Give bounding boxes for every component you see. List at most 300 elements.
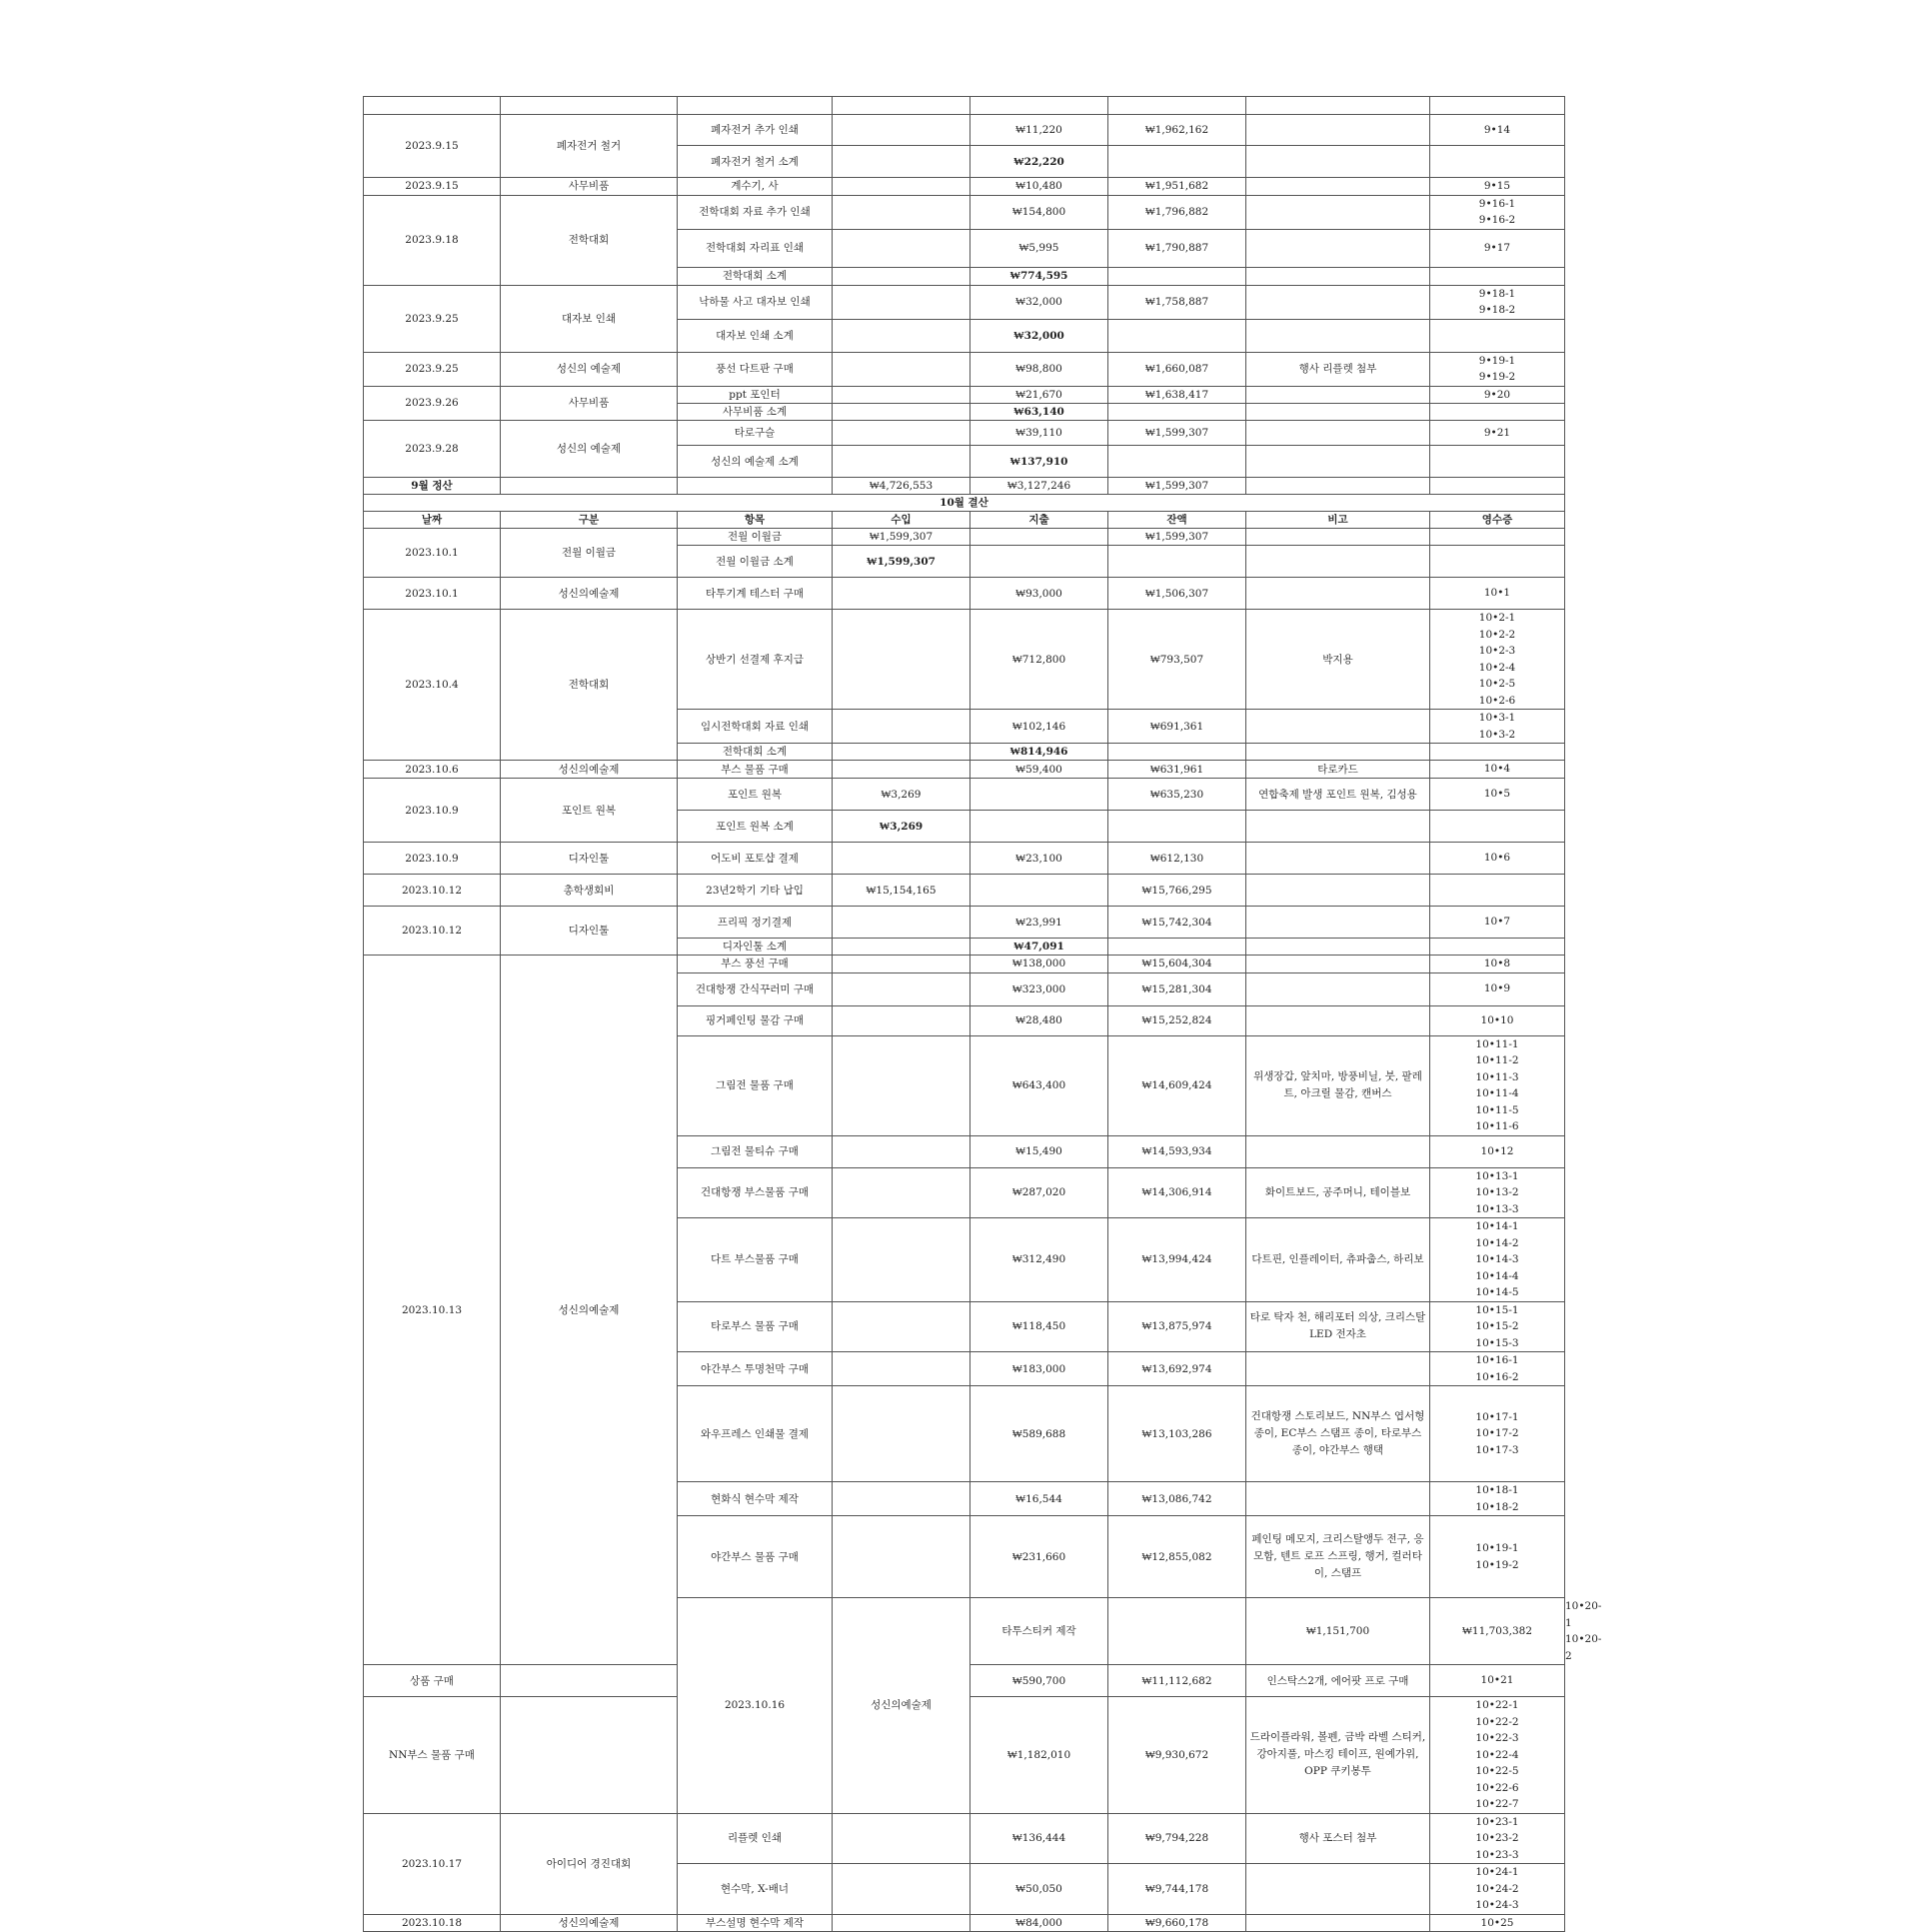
income-cell: ₩3,269	[833, 779, 970, 811]
receipt-cell	[1430, 267, 1565, 285]
expense-cell: ₩32,000	[970, 319, 1108, 352]
receipt-cell: 10•25	[1430, 1914, 1565, 1932]
section-title-row	[364, 495, 1565, 512]
note-cell: 행사 포스터 첨부	[1246, 1813, 1430, 1864]
date-cell: 2023.10.17	[364, 1813, 501, 1914]
expense-cell: ₩32,000	[970, 285, 1108, 319]
receipt-cell: 10•24-1 10•24-2 10•24-3	[1430, 1864, 1565, 1915]
category-cell: 성신의 예술제	[501, 421, 678, 478]
category-cell: 사무비품	[501, 178, 678, 196]
balance-cell	[1108, 446, 1246, 478]
table-row	[364, 578, 1565, 610]
date-cell: 2023.9.15	[364, 115, 501, 178]
receipt-cell: 10•21	[1430, 1665, 1565, 1697]
note-cell	[1246, 843, 1430, 875]
note-cell	[1246, 1482, 1430, 1516]
note-cell	[1246, 267, 1430, 285]
item-cell: 23년2학기 기타 납입	[678, 875, 833, 907]
note-cell	[1246, 529, 1430, 546]
balance-cell: ₩15,281,304	[1108, 972, 1246, 1005]
item-cell: 디자인툴 소계	[678, 939, 833, 956]
item-cell: 리플렛 인쇄	[678, 1813, 833, 1864]
income-cell	[833, 446, 970, 478]
expense-cell: ₩10,480	[970, 178, 1108, 196]
receipt-cell: 10•13-1 10•13-2 10•13-3	[1430, 1167, 1565, 1218]
receipt-cell: 9•14	[1430, 115, 1565, 146]
header-category: 구분	[501, 512, 678, 529]
date-cell: 2023.10.9	[364, 843, 501, 875]
note-cell	[1246, 1135, 1430, 1167]
income-cell	[833, 1218, 970, 1302]
income-cell: ₩1,599,307	[833, 529, 970, 546]
category-cell: 폐자전거 철거	[501, 115, 678, 178]
expense-cell: ₩774,595	[970, 267, 1108, 285]
balance-cell: ₩11,112,682	[1108, 1665, 1246, 1697]
balance-cell	[1108, 404, 1246, 421]
income-cell	[833, 319, 970, 352]
receipt-cell: 10•11-1 10•11-2 10•11-3 10•11-4 10•11-5 10•11-6	[1430, 1035, 1565, 1135]
category-cell: 전월 이월금	[501, 529, 678, 578]
balance-cell: ₩1,951,682	[1108, 178, 1246, 196]
expense-cell: ₩287,020	[970, 1167, 1108, 1218]
note-cell	[1246, 386, 1430, 404]
receipt-cell	[1430, 811, 1565, 843]
item-cell: 타투스티커 제작	[970, 1598, 1108, 1665]
expense-cell: ₩5,995	[970, 229, 1108, 267]
note-cell: 연합축제 발생 포인트 원복, 김성용	[1246, 779, 1430, 811]
expense-cell: ₩21,670	[970, 386, 1108, 404]
expense-cell: ₩39,110	[970, 421, 1108, 446]
item-cell: 상품 구매	[364, 1665, 501, 1697]
item-cell: 임시전학대회 자료 인쇄	[678, 710, 833, 744]
receipt-cell: 10•7	[1430, 907, 1565, 939]
income-cell	[833, 1167, 970, 1218]
balance-cell	[1108, 97, 1246, 115]
balance-cell: ₩15,766,295	[1108, 875, 1246, 907]
category-cell: 성신의예술제	[501, 956, 678, 1665]
item-cell: 건대항쟁 부스물품 구매	[678, 1167, 833, 1218]
category-cell: 포인트 원복	[501, 779, 678, 843]
balance-cell: ₩1,790,887	[1108, 229, 1246, 267]
income-cell	[833, 97, 970, 115]
item-cell: 현화식 현수막 제작	[678, 1482, 833, 1516]
date-cell: 2023.9.25	[364, 352, 501, 386]
expense-cell: ₩814,946	[970, 744, 1108, 761]
note-cell	[1246, 1352, 1430, 1386]
receipt-cell	[1430, 146, 1565, 178]
ledger-table	[363, 96, 1602, 1932]
note-cell: 드라이플라워, 볼펜, 금박 라벨 스티커, 강아지풀, 마스킹 테이프, 원예가위, OPP 쿠키봉투	[1246, 1697, 1430, 1814]
balance-cell: ₩11,703,382	[1430, 1598, 1565, 1665]
note-cell	[1246, 875, 1430, 907]
table-row: 2023.10.16 성신의예술제 타투스티커 제작 ₩1,151,700 ₩11,703,382 10•20-1 10•20-2	[364, 1598, 1565, 1665]
income-cell	[833, 1482, 970, 1516]
item-cell: 와우프레스 인쇄물 결제	[678, 1386, 833, 1482]
table-row	[364, 843, 1565, 875]
expense-cell: ₩118,450	[970, 1301, 1108, 1352]
balance-cell: ₩13,692,974	[1108, 1352, 1246, 1386]
income-cell	[833, 610, 970, 710]
table-row	[364, 478, 1565, 495]
note-cell: 다트핀, 인플레이터, 츄파춥스, 하리보	[1246, 1218, 1430, 1302]
income-cell	[833, 1135, 970, 1167]
expense-cell: ₩23,991	[970, 907, 1108, 939]
item-cell: 전학대회 소계	[678, 744, 833, 761]
receipt-cell	[1430, 319, 1565, 352]
receipt-cell	[1430, 546, 1565, 578]
item-cell: 낙하물 사고 대자보 인쇄	[678, 285, 833, 319]
balance-cell	[1108, 267, 1246, 285]
income-cell	[833, 146, 970, 178]
income-cell	[833, 1352, 970, 1386]
table-row	[364, 386, 1565, 404]
expense-cell: ₩59,400	[970, 761, 1108, 779]
income-cell	[833, 761, 970, 779]
item-cell: 폐자전거 추가 인쇄	[678, 115, 833, 146]
receipt-cell	[1430, 478, 1565, 495]
table-row	[364, 1813, 1565, 1864]
income-cell	[833, 907, 970, 939]
item-cell: 부스설명 현수막 제작	[678, 1914, 833, 1932]
table-row	[364, 907, 1565, 939]
income-cell	[833, 178, 970, 196]
item-cell: 다트 부스물품 구매	[678, 1218, 833, 1302]
expense-cell: ₩137,910	[970, 446, 1108, 478]
balance-cell: ₩691,361	[1108, 710, 1246, 744]
expense-cell: ₩63,140	[970, 404, 1108, 421]
income-cell	[833, 972, 970, 1005]
income-cell	[833, 956, 970, 973]
balance-cell: ₩1,506,307	[1108, 578, 1246, 610]
receipt-cell	[1430, 744, 1565, 761]
income-cell	[501, 1665, 678, 1697]
item-cell: 건대항쟁 간식꾸러미 구매	[678, 972, 833, 1005]
category-cell: 성신의 예술제	[501, 352, 678, 386]
note-cell	[1246, 811, 1430, 843]
balance-cell: ₩631,961	[1108, 761, 1246, 779]
item-cell: 그림전 물티슈 구매	[678, 1135, 833, 1167]
receipt-cell: 9•19-1 9•19-2	[1430, 352, 1565, 386]
income-cell	[833, 267, 970, 285]
item-cell: 부스 풍선 구매	[678, 956, 833, 973]
note-cell	[1246, 404, 1430, 421]
header-date: 날짜	[364, 512, 501, 529]
item-cell	[678, 97, 833, 115]
receipt-cell: 10•15-1 10•15-2 10•15-3	[1430, 1301, 1565, 1352]
balance-cell: ₩1,796,882	[1108, 195, 1246, 229]
note-cell: 위생장갑, 앞치마, 방풍비닐, 붓, 팔레트, 아크릴 물감, 캔버스	[1246, 1035, 1430, 1135]
expense-cell: ₩138,000	[970, 956, 1108, 973]
expense-cell: ₩183,000	[970, 1352, 1108, 1386]
expense-cell: ₩154,800	[970, 195, 1108, 229]
note-cell	[1246, 146, 1430, 178]
category-cell: 사무비품	[501, 386, 678, 421]
expense-cell: ₩102,146	[970, 710, 1108, 744]
item-cell: 타로구슬	[678, 421, 833, 446]
table-row	[364, 352, 1565, 386]
category-cell: 대자보 인쇄	[501, 285, 678, 352]
receipt-cell: 9•17	[1430, 229, 1565, 267]
expense-cell	[970, 546, 1108, 578]
expense-cell: ₩15,490	[970, 1135, 1108, 1167]
note-cell	[1246, 710, 1430, 744]
category-cell: 전학대회	[501, 610, 678, 761]
item-cell: 대자보 인쇄 소계	[678, 319, 833, 352]
note-cell	[1246, 229, 1430, 267]
expense-cell: ₩28,480	[970, 1005, 1108, 1035]
note-cell	[1246, 97, 1430, 115]
receipt-cell: 10•4	[1430, 761, 1565, 779]
note-cell	[1246, 1864, 1430, 1915]
item-cell: 폐자전거 철거 소계	[678, 146, 833, 178]
receipt-cell: 9•15	[1430, 178, 1565, 196]
receipt-cell: 10•10	[1430, 1005, 1565, 1035]
item-cell: 전학대회 자리표 인쇄	[678, 229, 833, 267]
date-cell: 9월 정산	[364, 478, 501, 495]
note-cell: 건대항쟁 스토리보드, NN부스 엽서형 종이, EC부스 스탬프 종이, 타로부스 종이, 야간부스 행택	[1246, 1386, 1430, 1482]
balance-cell: ₩9,660,178	[1108, 1914, 1246, 1932]
income-cell	[833, 386, 970, 404]
income-cell	[833, 285, 970, 319]
item-cell: 전월 이월금 소계	[678, 546, 833, 578]
receipt-cell: 9•16-1 9•16-2	[1430, 195, 1565, 229]
balance-cell: ₩14,306,914	[1108, 1167, 1246, 1218]
income-cell	[833, 352, 970, 386]
balance-cell: ₩1,599,307	[1108, 478, 1246, 495]
receipt-cell	[1430, 97, 1565, 115]
income-cell: ₩3,269	[833, 811, 970, 843]
date-cell	[364, 97, 501, 115]
section-title: 10월 결산	[364, 495, 1565, 512]
expense-cell: ₩231,660	[970, 1516, 1108, 1598]
expense-cell: ₩712,800	[970, 610, 1108, 710]
income-cell	[833, 578, 970, 610]
category-cell	[501, 97, 678, 115]
expense-cell	[970, 97, 1108, 115]
balance-cell: ₩15,742,304	[1108, 907, 1246, 939]
expense-cell: ₩84,000	[970, 1914, 1108, 1932]
date-cell: 2023.10.12	[364, 907, 501, 956]
table-row	[364, 610, 1565, 710]
note-cell	[1246, 546, 1430, 578]
expense-cell	[970, 779, 1108, 811]
note-cell: 인스탁스2개, 에어팟 프로 구매	[1246, 1665, 1430, 1697]
receipt-cell	[1430, 939, 1565, 956]
note-cell: 박지용	[1246, 610, 1430, 710]
receipt-cell: 10•23-1 10•23-2 10•23-3	[1430, 1813, 1565, 1864]
item-cell: 야간부스 투명천막 구매	[678, 1352, 833, 1386]
date-cell: 2023.9.15	[364, 178, 501, 196]
balance-cell: ₩1,660,087	[1108, 352, 1246, 386]
table-row	[364, 97, 1565, 115]
item-cell: 타투기계 테스터 구매	[678, 578, 833, 610]
expense-cell: ₩589,688	[970, 1386, 1108, 1482]
income-cell	[833, 843, 970, 875]
note-cell	[1246, 195, 1430, 229]
receipt-cell: 10•2-1 10•2-2 10•2-3 10•2-4 10•2-5 10•2-6	[1430, 610, 1565, 710]
balance-cell: ₩13,994,424	[1108, 1218, 1246, 1302]
balance-cell: ₩9,794,228	[1108, 1813, 1246, 1864]
balance-cell: ₩1,599,307	[1108, 421, 1246, 446]
expense-cell	[970, 811, 1108, 843]
expense-cell	[970, 875, 1108, 907]
balance-cell: ₩15,604,304	[1108, 956, 1246, 973]
category-cell: 총학생회비	[501, 875, 678, 907]
item-cell: 그림전 물품 구매	[678, 1035, 833, 1135]
balance-cell	[1108, 146, 1246, 178]
note-cell	[1246, 939, 1430, 956]
income-cell	[833, 1301, 970, 1352]
header-balance: 잔액	[1108, 512, 1246, 529]
expense-cell: ₩643,400	[970, 1035, 1108, 1135]
note-cell: 페인팅 메모지, 크리스탈앵두 전구, 응모함, 텐트 로프 스프링, 행거, 컬러타이, 스탬프	[1246, 1516, 1430, 1598]
item-cell: 핑거페인팅 물감 구매	[678, 1005, 833, 1035]
table-row	[364, 779, 1565, 811]
table-row	[364, 1914, 1565, 1932]
item-cell: 계수기, 사	[678, 178, 833, 196]
item-cell: 풍선 다트판 구매	[678, 352, 833, 386]
balance-cell: ₩14,593,934	[1108, 1135, 1246, 1167]
date-cell: 2023.9.18	[364, 195, 501, 285]
item-cell: 타로부스 물품 구매	[678, 1301, 833, 1352]
expense-cell: ₩16,544	[970, 1482, 1108, 1516]
income-cell	[833, 421, 970, 446]
item-cell: 포인트 원복	[678, 779, 833, 811]
income-cell	[833, 229, 970, 267]
receipt-cell: 10•8	[1430, 956, 1565, 973]
date-cell: 2023.10.1	[364, 578, 501, 610]
note-cell	[1246, 115, 1430, 146]
income-cell	[833, 404, 970, 421]
table-row	[364, 195, 1565, 229]
header-note: 비고	[1246, 512, 1430, 529]
balance-cell: ₩12,855,082	[1108, 1516, 1246, 1598]
item-cell: 현수막, X-배너	[678, 1864, 833, 1915]
date-cell: 2023.10.9	[364, 779, 501, 843]
income-cell	[833, 1813, 970, 1864]
receipt-cell: 10•17-1 10•17-2 10•17-3	[1430, 1386, 1565, 1482]
item-cell: 포인트 원복 소계	[678, 811, 833, 843]
note-cell	[1246, 319, 1430, 352]
receipt-cell: 10•19-1 10•19-2	[1430, 1516, 1565, 1598]
note-cell	[1246, 178, 1430, 196]
balance-cell: ₩9,744,178	[1108, 1864, 1246, 1915]
date-cell: 2023.10.13	[364, 956, 501, 1665]
income-cell	[501, 1697, 678, 1814]
balance-cell: ₩9,930,672	[1108, 1697, 1246, 1814]
note-cell: 타로카드	[1246, 761, 1430, 779]
date-cell: 2023.9.25	[364, 285, 501, 352]
note-cell	[1246, 478, 1430, 495]
category-cell: 전학대회	[501, 195, 678, 285]
category-cell	[501, 478, 678, 495]
income-cell	[833, 195, 970, 229]
item-cell: 부스 물품 구매	[678, 761, 833, 779]
note-cell	[1246, 421, 1430, 446]
item-cell: 상반기 선결제 후지급	[678, 610, 833, 710]
note-cell	[1246, 956, 1430, 973]
receipt-cell: 10•14-1 10•14-2 10•14-3 10•14-4 10•14-5	[1430, 1218, 1565, 1302]
expense-cell: ₩23,100	[970, 843, 1108, 875]
expense-cell: ₩590,700	[970, 1665, 1108, 1697]
receipt-cell: 10•5	[1430, 779, 1565, 811]
balance-cell: ₩15,252,824	[1108, 1005, 1246, 1035]
category-cell: 성신의예술제	[833, 1598, 970, 1814]
note-cell: 화이트보드, 공주머니, 테이블보	[1246, 1167, 1430, 1218]
item-cell: 사무비품 소계	[678, 404, 833, 421]
income-cell	[833, 710, 970, 744]
item-cell: 야간부스 물품 구매	[678, 1516, 833, 1598]
income-cell	[833, 1035, 970, 1135]
receipt-cell: 9•21	[1430, 421, 1565, 446]
balance-cell: ₩1,638,417	[1108, 386, 1246, 404]
receipt-cell: 10•9	[1430, 972, 1565, 1005]
receipt-cell: 10•6	[1430, 843, 1565, 875]
note-cell	[1246, 1005, 1430, 1035]
note-cell: 타로 탁자 천, 해리포터 의상, 크리스탈LED 전자초	[1246, 1301, 1430, 1352]
header-income: 수입	[833, 512, 970, 529]
item-cell: 성신의 예술제 소계	[678, 446, 833, 478]
receipt-cell	[1430, 875, 1565, 907]
category-cell: 성신의예술제	[501, 578, 678, 610]
income-cell	[833, 1914, 970, 1932]
income-cell: ₩1,599,307	[833, 546, 970, 578]
receipt-cell: 10•22-1 10•22-2 10•22-3 10•22-4 10•22-5 10•22-6 10•22-7	[1430, 1697, 1565, 1814]
header-item: 항목	[678, 512, 833, 529]
income-cell: ₩15,154,165	[833, 875, 970, 907]
balance-cell	[1108, 744, 1246, 761]
balance-cell: ₩1,599,307	[1108, 529, 1246, 546]
receipt-cell: 9•18-1 9•18-2	[1430, 285, 1565, 319]
income-cell	[833, 939, 970, 956]
note-cell: 행사 리플렛 첨부	[1246, 352, 1430, 386]
note-cell	[1246, 1914, 1430, 1932]
expense-cell: ₩1,182,010	[970, 1697, 1108, 1814]
balance-cell: ₩14,609,424	[1108, 1035, 1246, 1135]
receipt-cell: 10•3-1 10•3-2	[1430, 710, 1565, 744]
note-cell	[1246, 578, 1430, 610]
income-cell	[833, 1516, 970, 1598]
item-cell: 전학대회 자료 추가 인쇄	[678, 195, 833, 229]
balance-cell: ₩13,875,974	[1108, 1301, 1246, 1352]
receipt-cell	[1430, 529, 1565, 546]
expense-cell: ₩136,444	[970, 1813, 1108, 1864]
category-cell: 성신의예술제	[501, 761, 678, 779]
table-row	[364, 421, 1565, 446]
expense-cell: ₩93,000	[970, 578, 1108, 610]
item-cell: 전월 이월금	[678, 529, 833, 546]
date-cell: 2023.9.26	[364, 386, 501, 421]
table-row	[364, 115, 1565, 146]
receipt-cell	[1430, 404, 1565, 421]
balance-cell: ₩635,230	[1108, 779, 1246, 811]
category-cell: 디자인툴	[501, 843, 678, 875]
item-cell	[678, 478, 833, 495]
table-row	[364, 761, 1565, 779]
balance-cell: ₩13,086,742	[1108, 1482, 1246, 1516]
receipt-cell: 10•12	[1430, 1135, 1565, 1167]
income-cell	[833, 1864, 970, 1915]
item-cell: NN부스 물품 구매	[364, 1697, 501, 1814]
receipt-cell: 10•16-1 10•16-2	[1430, 1352, 1565, 1386]
income-cell	[1108, 1598, 1246, 1665]
date-cell: 2023.10.4	[364, 610, 501, 761]
date-cell: 2023.10.6	[364, 761, 501, 779]
table-row	[364, 529, 1565, 546]
expense-cell: ₩323,000	[970, 972, 1108, 1005]
income-cell	[833, 1005, 970, 1035]
category-cell: 아이디어 경진대회	[501, 1813, 678, 1914]
